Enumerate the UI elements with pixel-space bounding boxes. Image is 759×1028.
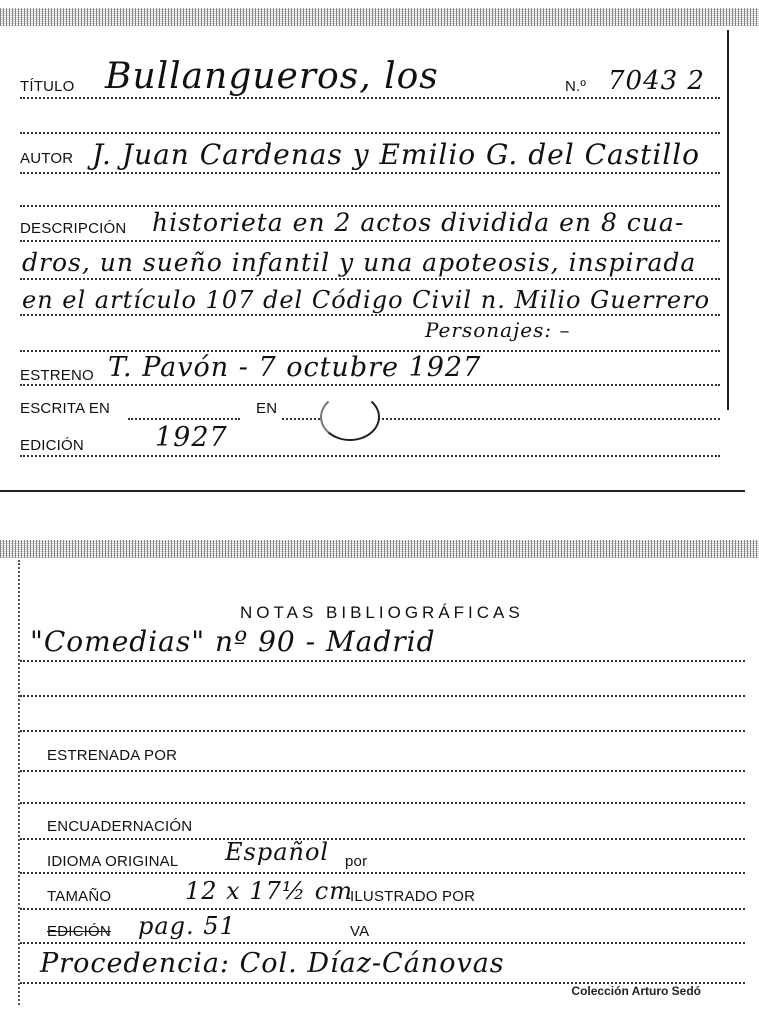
card-right-border [727,30,729,410]
edicion-rule-bottom [20,942,745,944]
descripcion-label: DESCRIPCIÓN [20,220,127,237]
card-edge-noise [0,8,759,26]
notas-rule-3 [20,730,745,732]
notas-rule-2 [20,695,745,697]
numero-value: 7043 2 [608,66,705,96]
idioma-value: Español [225,838,330,866]
edicion-value-bottom: pag. 51 [138,912,236,940]
estrenada-rule [20,770,745,772]
idioma-rule [20,872,745,874]
edicion-value: 1927 [155,422,228,453]
titulo-value: Bullangueros, los [105,56,439,97]
por-label: por [345,853,368,870]
card-edge-noise-2 [0,540,759,558]
en-label: EN [256,400,278,417]
encuadernacion-label: ENCUADERNACIÓN [47,818,193,835]
card-left-border [18,560,20,1005]
procedencia-value: Procedencia: Col. Díaz-Cánovas [40,948,505,979]
estreno-rule [20,384,720,386]
card-bottom-border [0,490,745,492]
estreno-value: T. Pavón - 7 octubre 1927 [108,352,482,383]
descripcion-rule-3 [20,314,720,316]
punch-hole [320,393,380,441]
ilustrado-label: ILUSTRADO POR [350,888,476,905]
edicion-label: EDICIÓN [20,437,84,454]
edicion-rule [20,455,720,457]
catalog-card-top [0,0,759,495]
autor-label: AUTOR [20,150,74,167]
autor-value: J. Juan Cardenas y Emilio G. del Castillo [92,138,701,171]
descripcion-line-1: historieta en 2 actos dividida en 8 cua- [152,208,685,237]
escrita-en-label: ESCRITA EN [20,400,111,417]
descripcion-line-3: en el artículo 107 del Código Civil n. Milio Guerrero [22,286,711,314]
va-label: VA [350,923,370,940]
blank-rule [20,132,720,134]
titulo-label: TÍTULO [20,78,75,95]
idioma-label: IDIOMA ORIGINAL [47,853,179,870]
encuadernacion-rule [20,838,745,840]
titulo-rule [20,97,720,99]
tamano-rule [20,908,745,910]
tamano-label: TAMAÑO [47,888,112,905]
edicion-label-bottom: EDICIÓN [47,923,111,940]
collection-credit: Colección Arturo Sedó [571,984,701,998]
autor-rule [20,172,720,174]
blank-rule-3 [20,802,745,804]
descripcion-rule-1 [20,240,720,242]
descripcion-line-2: dros, un sueño infantil y una apoteosis, inspirada [22,248,697,277]
notas-line-1: "Comedias" nº 90 - Madrid [30,625,436,658]
estreno-label: ESTRENO [20,367,94,384]
notas-rule-1 [20,660,745,662]
catalog-card-bottom [0,540,759,1028]
escrita-en-rule [128,418,240,420]
descripcion-rule-2 [20,278,720,280]
estrenada-por-label: ESTRENADA POR [47,747,178,764]
numero-label: N.º [565,78,587,95]
notas-heading: NOTAS BIBLIOGRÁFICAS [240,603,524,622]
blank-rule-2 [20,205,720,207]
tamano-value: 12 x 17½ cm [185,877,353,905]
descripcion-line-4: Personajes: – [425,318,571,342]
